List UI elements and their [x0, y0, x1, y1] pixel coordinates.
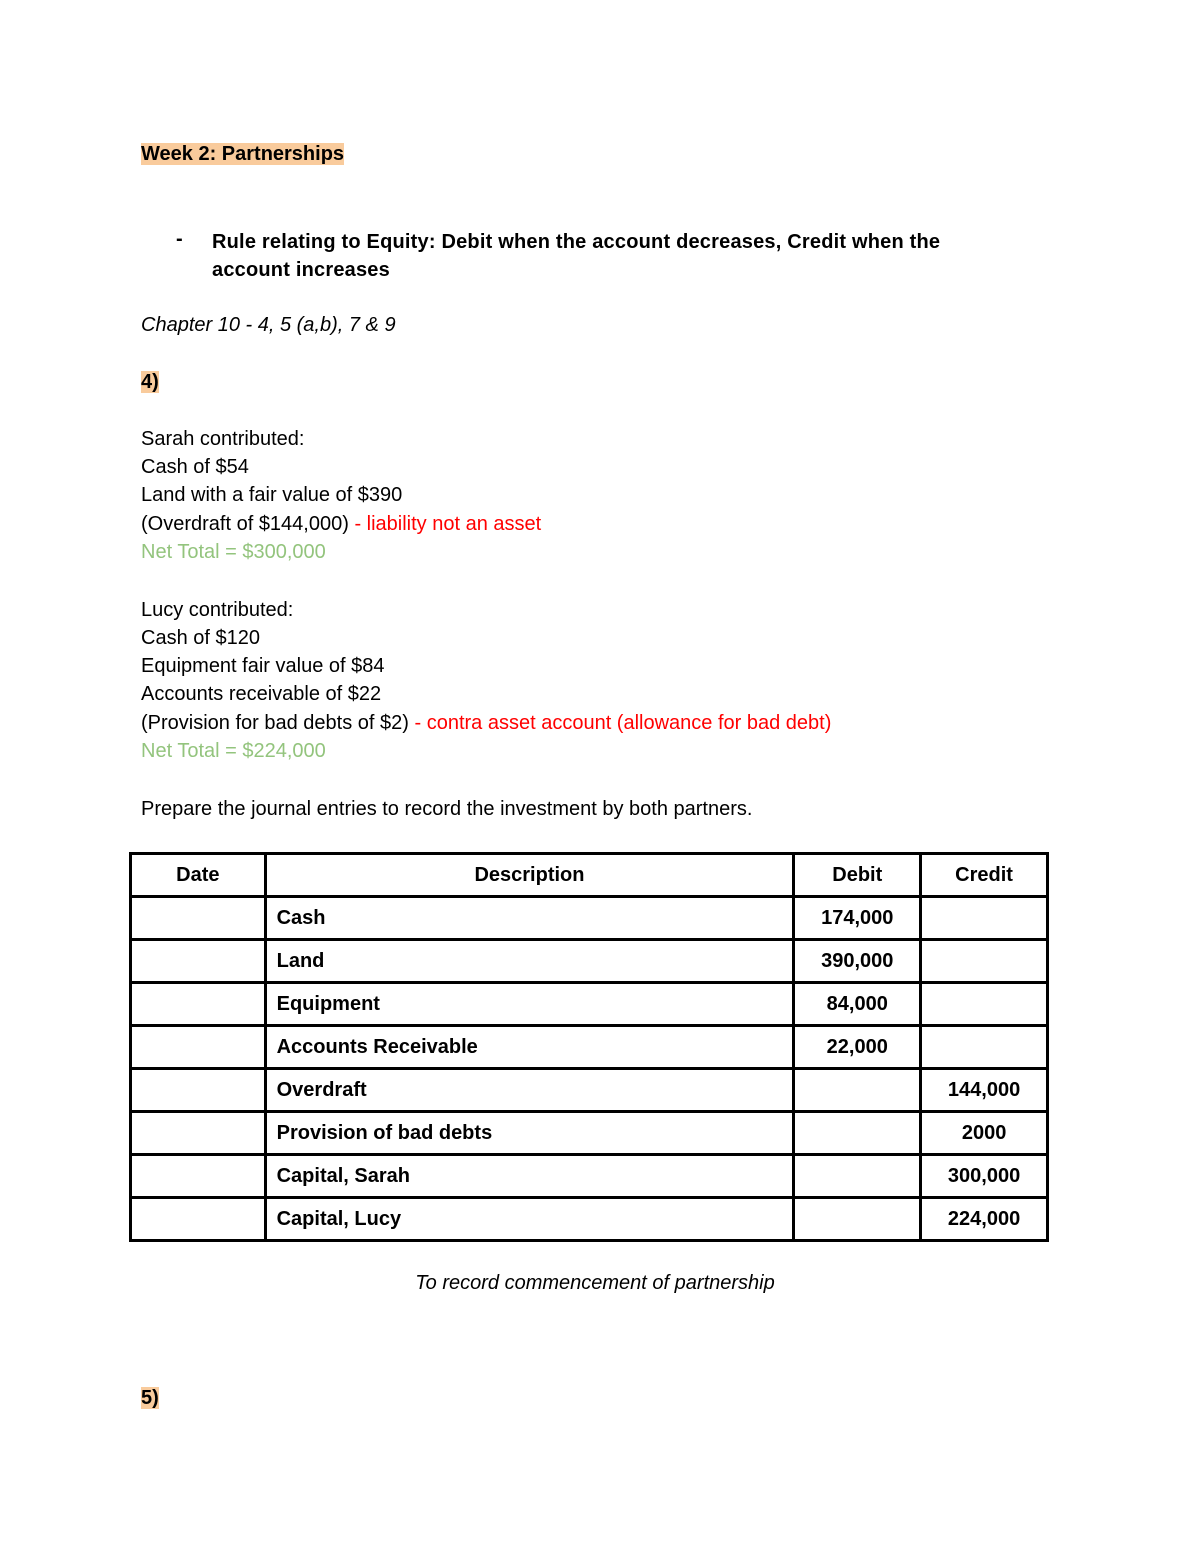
credit-cell: 300,000 — [921, 1155, 1048, 1198]
table-caption: To record commencement of partnership — [415, 1272, 775, 1294]
debit-cell: 174,000 — [794, 897, 921, 940]
lucy-equipment: Equipment fair value of $84 — [141, 655, 385, 677]
rule-bullet: - — [176, 228, 183, 250]
credit-cell — [921, 940, 1048, 983]
date-cell — [131, 1069, 266, 1112]
lucy-provision — [141, 711, 831, 735]
lucy-cash: Cash of $120 — [141, 627, 260, 649]
debit-cell: 84,000 — [794, 983, 921, 1026]
debit-cell — [794, 1112, 921, 1155]
credit-cell: 2000 — [921, 1112, 1048, 1155]
description-cell: Equipment — [265, 983, 794, 1026]
table-row — [131, 1155, 1048, 1198]
sarah-overdraft — [141, 512, 541, 536]
description-cell: Cash — [265, 897, 794, 940]
chapter-reference: Chapter 10 - 4, 5 (a,b), 7 & 9 — [141, 314, 396, 336]
credit-cell: 224,000 — [921, 1198, 1048, 1241]
debit-cell — [794, 1155, 921, 1198]
date-cell — [131, 1112, 266, 1155]
sarah-net-total: Net Total = $300,000 — [141, 541, 326, 563]
sarah-overdraft-note: - liability not an asset — [348, 513, 542, 535]
description-cell: Provision of bad debts — [265, 1112, 794, 1155]
journal-header-row — [131, 854, 1048, 897]
lucy-provision-amount: (Provision for bad debts of $2) — [141, 712, 409, 734]
table-row — [131, 940, 1048, 983]
header-credit: Credit — [921, 854, 1048, 897]
sarah-cash: Cash of $54 — [141, 456, 249, 478]
credit-cell — [921, 983, 1048, 1026]
description-cell: Capital, Lucy — [265, 1198, 794, 1241]
date-cell — [131, 897, 266, 940]
sarah-overdraft-amount: (Overdraft of $144,000) — [141, 513, 349, 535]
table-row — [131, 1198, 1048, 1241]
journal-table — [129, 852, 1049, 1242]
debit-cell — [794, 1198, 921, 1241]
instruction: Prepare the journal entries to record the investment by both partners. — [141, 798, 753, 820]
debit-cell — [794, 1069, 921, 1112]
question-4-heading: 4) — [141, 371, 159, 393]
header-date: Date — [131, 854, 266, 897]
lucy-receivable: Accounts receivable of $22 — [141, 683, 382, 705]
description-cell: Accounts Receivable — [265, 1026, 794, 1069]
date-cell — [131, 1026, 266, 1069]
header-description: Description — [265, 854, 794, 897]
lucy-intro: Lucy contributed: — [141, 599, 294, 621]
sarah-land: Land with a fair value of $390 — [141, 484, 403, 506]
table-row — [131, 1112, 1048, 1155]
date-cell — [131, 1155, 266, 1198]
question-5-heading: 5) — [141, 1387, 159, 1409]
date-cell — [131, 983, 266, 1026]
description-cell: Land — [265, 940, 794, 983]
table-row — [131, 983, 1048, 1026]
equity-rule: Rule relating to Equity: Debit when the account decreases, Credit when the account increases — [212, 231, 941, 281]
credit-cell — [921, 897, 1048, 940]
lucy-net-total: Net Total = $224,000 — [141, 740, 326, 762]
header-debit: Debit — [794, 854, 921, 897]
credit-cell: 144,000 — [921, 1069, 1048, 1112]
page-title: Week 2: Partnerships — [141, 143, 345, 165]
table-row — [131, 1069, 1048, 1112]
table-row — [131, 1026, 1048, 1069]
description-cell: Capital, Sarah — [265, 1155, 794, 1198]
credit-cell — [921, 1026, 1048, 1069]
date-cell — [131, 1198, 266, 1241]
lucy-provision-note: - contra asset account (allowance for bad debt) — [408, 712, 832, 734]
description-cell: Overdraft — [265, 1069, 794, 1112]
date-cell — [131, 940, 266, 983]
debit-cell: 22,000 — [794, 1026, 921, 1069]
sarah-intro: Sarah contributed: — [141, 428, 305, 450]
table-row — [131, 897, 1048, 940]
debit-cell: 390,000 — [794, 940, 921, 983]
